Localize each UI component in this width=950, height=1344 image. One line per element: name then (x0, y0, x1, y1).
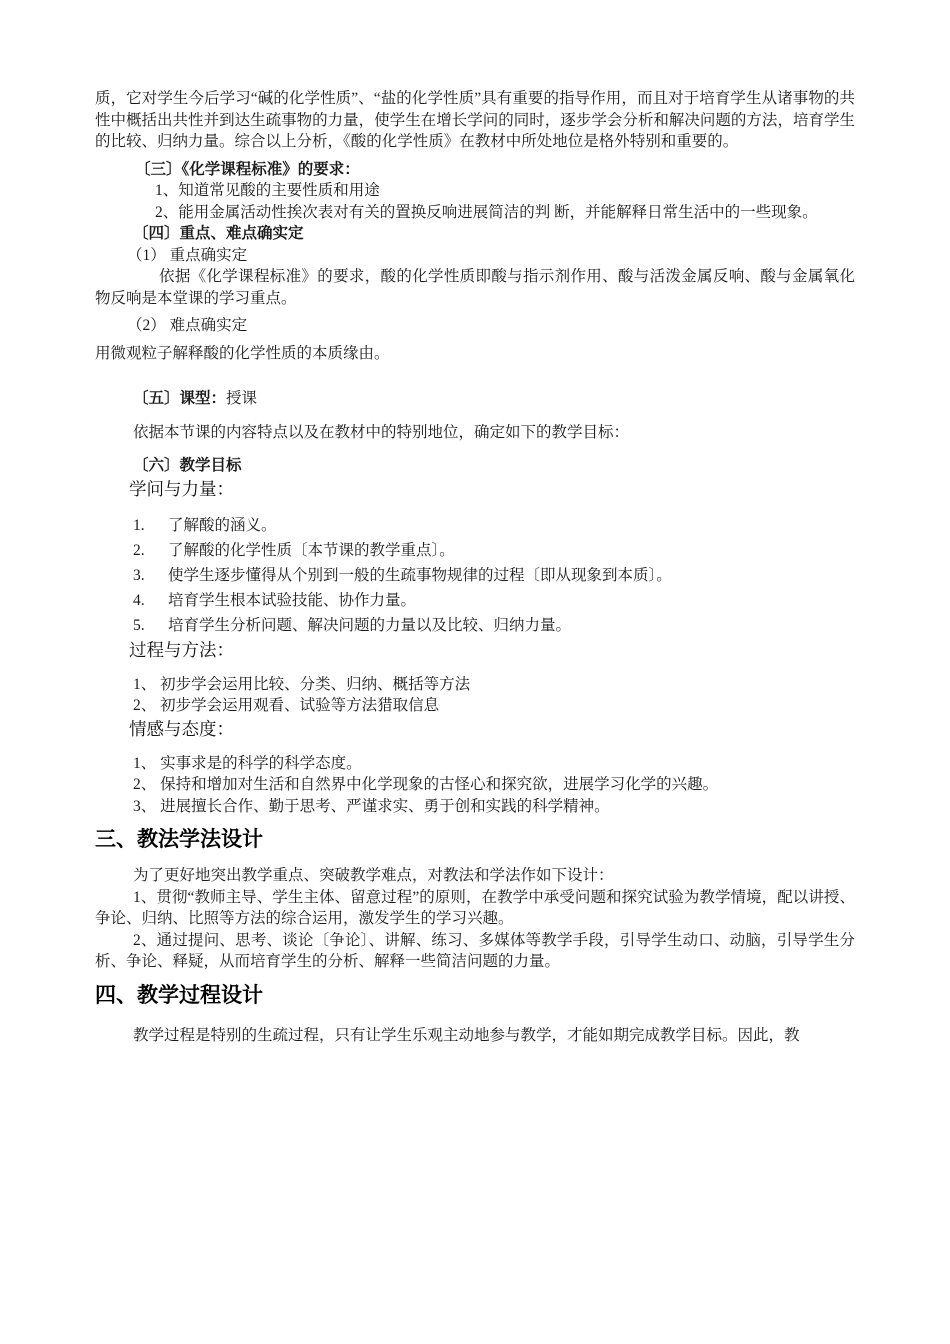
heading-section-4: 〔四〕重点、难点确实定 (133, 225, 304, 242)
item-number: 4. (133, 591, 145, 609)
paragraph-design-intro: 为了更好地突出教学重点、突破教学难点，对教法和学法作如下设计： (133, 867, 614, 884)
paragraph-goal-basis: 依据本节课的内容特点以及在教材中的特别地位，确定如下的教学目标： (133, 423, 630, 441)
heading-teaching-process-design: 四、教学过程设计 (95, 983, 263, 1007)
subheading-process-method: 过程与方法： (129, 639, 234, 660)
heading-section-5 (95, 388, 855, 410)
paragraph-intro: 质，它对学生今后学习“碱的化学性质”、“盐的化学性质”具有重要的指导作用，而且对于培育学生从诸事物的共性中概括出共性并到达生疏事物的力量，使学生在增长学问的同时，逐步学会分析和解决问题的方法，培育学生的比较、归纳力量。综合以上分析，《酸的化学性质》在教材中所处地位是格外特别和重要的。 (95, 90, 855, 150)
paragraph-key-point: 依据《化学课程标准》的要求，酸的化学性质即酸与指示剂作用、酸与活泼金属反响、酸与金属氧化物反响是本堂课的学习重点。 (95, 268, 855, 307)
paragraph-design-point-2: 2、通过提问、思考、谈论〔争论〕、讲解、练习、多媒体等教学手段，引导学生动口、动脑，引导学生分析、争论、释疑，从而培育学生的分析、解释一些简洁问题的力量。 (95, 931, 855, 970)
lesson-type-value: 授课 (226, 390, 258, 407)
heading-section-6: 〔六〕教学目标 (133, 457, 242, 474)
knowledge-goal-item (95, 588, 855, 613)
heading-teaching-methods-design: 三、教法学法设计 (95, 828, 263, 851)
knowledge-goal-list (95, 513, 855, 638)
emotion-attitude-item-2: 2、 保持和增加对生活和自然界中化学现象的古怪心和探究欲，进展学习化学的兴趣。 (133, 776, 719, 793)
list-item-requirement-1: 1、知道常见酸的主要性质和用途 (155, 182, 380, 199)
list-item-requirement-2: 2、能用金属活动性挨次表对有关的置换反响进展简洁的判 断，并能解释日常生活中的一些现象。 (155, 203, 818, 221)
item-text: 培育学生根本试验技能、协作力量。 (168, 591, 417, 609)
emotion-attitude-item-3: 3、 进展擅长合作、勤于思考、严谨求实、勇于创和实践的科学精神。 (133, 797, 610, 815)
process-method-item-1: 1、 初步学会运用比较、分类、归纳、概括等方法 (133, 675, 471, 693)
knowledge-goal-item (95, 613, 855, 638)
item-text: 了解酸的化学性质〔本节课的教学重点〕。 (168, 541, 455, 559)
knowledge-goal-item (95, 538, 855, 563)
knowledge-goal-item (95, 513, 855, 538)
subheading-difficult-point: （2） 难点确实定 (127, 317, 248, 334)
item-text: 使学生逐步懂得从个别到一般的生疏事物规律的过程〔即从现象到本质〕。 (168, 566, 672, 584)
item-number: 3. (133, 566, 145, 584)
subheading-emotion-attitude: 情感与态度： (129, 718, 234, 739)
heading-section-3: 〔三〕《化学课程标准》的要求： (135, 160, 360, 178)
item-number: 2. (133, 541, 145, 559)
item-text: 了解酸的涵义。 (168, 516, 277, 534)
paragraph-difficult-point: 用微观粒子解释酸的化学性质的本质缘由。 (95, 344, 390, 362)
paragraph-design-point-1: 1、贯彻“教师主导、学生主体、留意过程”的原则，在教学中承受问题和探究试验为教学情境，配以讲授、争论、归纳、比照等方法的综合运用，激发学生的学习兴趣。 (95, 888, 855, 927)
process-method-item-2: 2、 初步学会运用观看、试验等方法猎取信息 (133, 697, 440, 714)
subheading-knowledge-ability: 学问与力量： (129, 478, 234, 499)
lesson-type-label: 〔五〕课型： (133, 390, 227, 407)
subheading-key-point: （1） 重点确实定 (127, 246, 248, 264)
item-number: 5. (133, 616, 145, 634)
paragraph-teaching-process: 教学过程是特别的生疏过程，只有让学生乐观主动地参与教学，才能如期完成教学目标。因此，教 (133, 1026, 800, 1044)
item-text: 培育学生分析问题、解决问题的力量以及比较、归纳力量。 (168, 616, 572, 634)
item-number: 1. (133, 516, 145, 534)
emotion-attitude-item-1: 1、 实事求是的科学的科学态度。 (133, 754, 362, 772)
knowledge-goal-item (95, 563, 855, 588)
